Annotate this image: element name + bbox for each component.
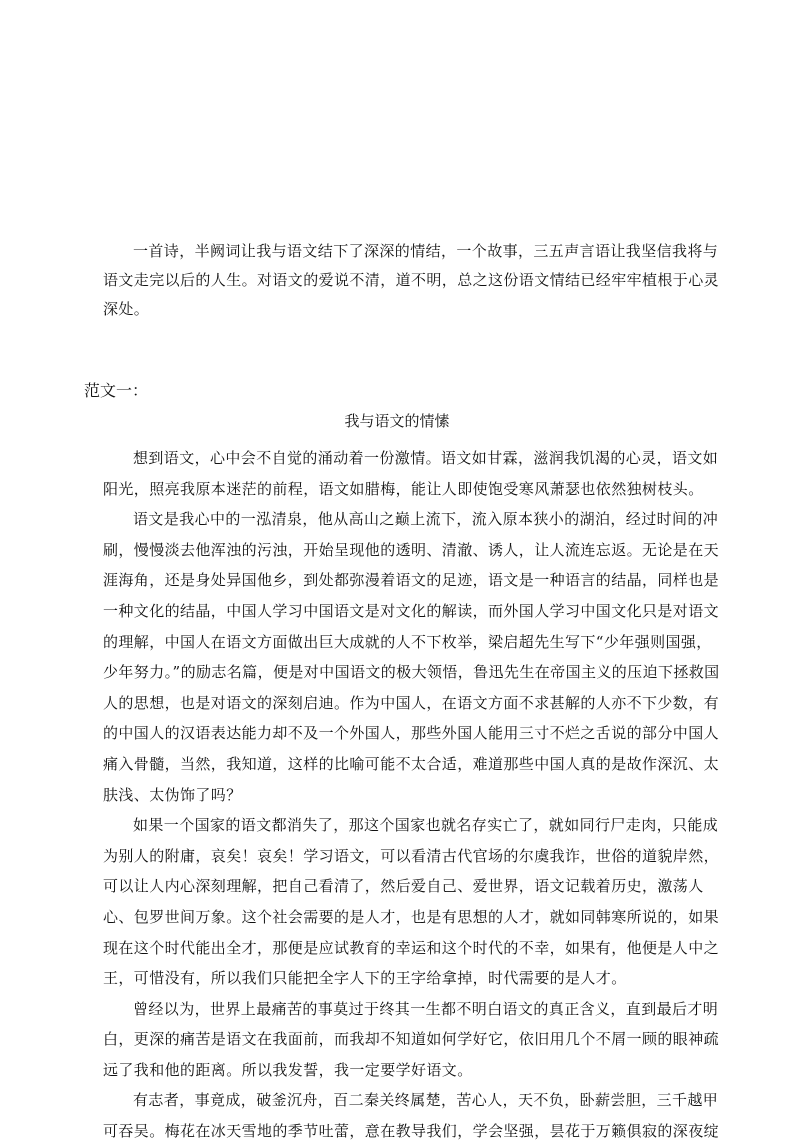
essay-paragraph: 曾经以为，世界上最痛苦的事莫过于终其一生都不明白语文的真正含义，直到最后才明白，更深的痛苦是语文在我面前，而我却不知道如何学好它，依旧用几个不屑一顾的眼神疏远了我和他的距离。所以我发誓，我一定要学好语文。 xyxy=(103,999,720,1079)
essay-paragraph: 想到语文，心中会不自觉的涌动着一份激情。语文如甘霖，滋润我饥渴的心灵，语文如阳光，照亮我原本迷茫的前程，语文如腊梅，能让人即使饱受寒风萧瑟也依然独树枝头。 xyxy=(103,449,719,498)
essay-title: 我与语文的情愫 xyxy=(344,412,450,430)
essay-paragraph: 如果一个国家的语文都消失了，那这个国家也就名存实亡了，就如同行尸走肉，只能成为别人的附庸，哀矣！哀矣！学习语文，可以看清古代官场的尔虞我诈，世俗的道貌岸然，可以让人内心深刻理解，把自己看清了，然后爱自己、爱世界，语文记载着历史，激荡人心、包罗世间万象。这个社会需要的是人才，也是有思想的人才，就如同韩寒所说的，如果现在这个时代能出全才，那便是应试教育的幸运和这个时代的不幸，如果有，他便是人中之王，可惜没有，所以我们只能把全字人下的王字给拿掉，时代需要的是人才。 xyxy=(103,816,720,988)
intro-section xyxy=(103,237,723,324)
sample-label: 范文一： xyxy=(84,381,149,400)
essay-paragraph: 语文是我心中的一泓清泉，他从高山之巅上流下，流入原本狭小的湖泊，经过时间的冲刷，慢慢淡去他浑浊的污浊，开始呈现他的透明、清澈、诱人，让人流连忘返。无论是在天涯海角，还是身处异国他乡，到处都弥漫着语文的足迹，语文是一种语言的结晶，同样也是一种文化的结晶，中国人学习中国语文是对文化的解读，而外国人学习中国文化只是对语文的理解，中国人在语文方面做出巨大成就的人不下枚举，梁启超先生写下“少年强则国强，少年努力。”的励志名篇，便是对中国语文的极大领悟，鲁迅先生在帝国主义的压迫下拯救国人的思想，也是对语文的深刻启迪。作为中国人，在语文方面不求甚解的人亦不下少数，有的中国人的汉语表达能力却不及一个外国人，那些外国人能用三寸不烂之舌说的部分中国人痛入骨髓，当然，我知道，这样的比喻可能不太合适，难道那些中国人真的是故作深沉、太肤浅、太伪饰了吗？ xyxy=(103,510,720,804)
intro-paragraph: 一首诗，半阙词让我与语文结下了深深的情结，一个故事，三五声言语让我坚信我将与语文走完以后的人生。对语文的爱说不清，道不明，总之这份语文情结已经牢牢植根于心灵深处。 xyxy=(103,242,720,318)
essay-body xyxy=(103,443,723,1147)
essay-paragraph: 有志者，事竟成，破釜沉舟，百二秦关终属楚，苦心人，天不负，卧薪尝胆，三千越甲可吞吴。梅花在冰天雪地的季节吐蕾，意在教导我们，学会坚强，昙花于万籁俱寂的深夜绽 xyxy=(103,1091,720,1141)
